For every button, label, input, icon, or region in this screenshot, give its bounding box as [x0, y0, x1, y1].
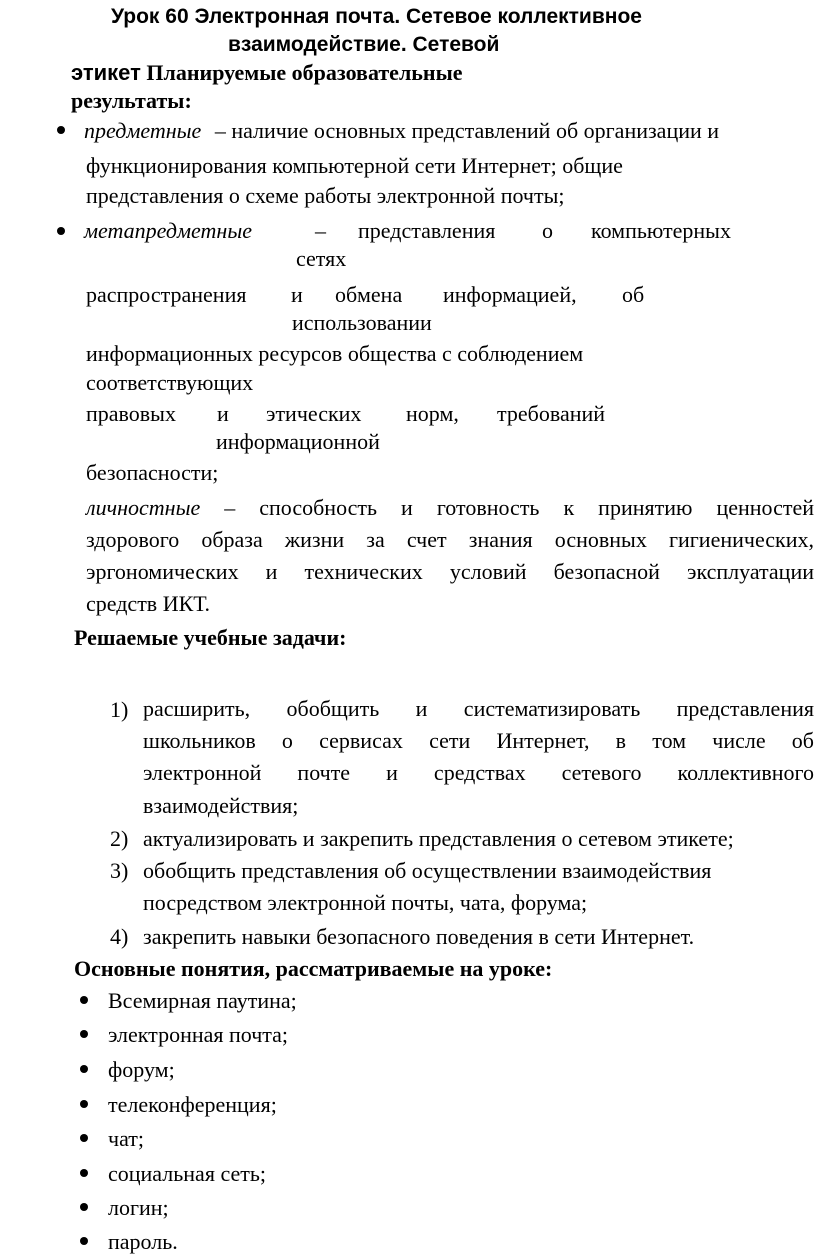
lesson-title-line-2: взаимодействие. Сетевой	[228, 33, 500, 56]
meta-results-line-2-word-1: распространения	[86, 282, 247, 307]
bullet-icon	[80, 1169, 88, 1177]
subject-results-dash: –	[214, 118, 226, 143]
personal-results-line-1	[86, 492, 814, 524]
personal-results-line-2: здорового образа жизни за счет знания основных гигиенических,	[86, 527, 814, 552]
bullet-icon	[80, 1065, 88, 1073]
task-number: 2)	[110, 826, 129, 851]
bullet-icon	[80, 1203, 88, 1211]
meta-results-line-3: информационных ресурсов общества с соблюдением	[86, 341, 584, 366]
task-4-line-1: закрепить навыки безопасного поведения в сети Интернет.	[143, 924, 695, 949]
concepts-heading: Основные понятия, рассматриваемые на уроке:	[74, 956, 553, 981]
meta-results-line-4-word-3: этических	[266, 401, 362, 426]
concept-item: чат;	[108, 1126, 144, 1151]
meta-results-word-3: компьютерных	[591, 218, 731, 243]
meta-results-line-4b: информационной	[216, 429, 380, 454]
meta-results-line-2-word-2: и	[291, 282, 303, 307]
meta-results-line-4-word-4: норм,	[406, 401, 459, 426]
subject-results-line-3: представления о схеме работы электронной почты;	[86, 183, 565, 208]
bullet-icon	[57, 126, 65, 134]
concept-item: форум;	[108, 1057, 175, 1082]
planned-results-heading-cont: результаты:	[71, 88, 192, 113]
tasks-heading: Решаемые учебные задачи:	[74, 625, 347, 650]
task-number: 3)	[110, 858, 129, 883]
task-1-line-3: электронной почте и средствах сетевого коллективного	[143, 760, 814, 785]
lesson-title-line-3	[71, 60, 463, 86]
subject-results-text-1: наличие основных представлений об организации и	[231, 118, 720, 143]
concept-item: Всемирная паутина;	[108, 988, 297, 1013]
meta-results-line-4-word-2: и	[217, 401, 229, 426]
meta-results-line-2b: использовании	[292, 310, 432, 335]
subject-results-line-2: функционирования компьютерной сети Интернет; общие	[86, 153, 623, 178]
planned-results-heading: Планируемые образовательные	[146, 60, 463, 85]
concept-item: пароль.	[108, 1229, 178, 1254]
bullet-icon	[80, 996, 88, 1004]
subject-results-line-1	[84, 118, 719, 144]
meta-results-line-4-word-5: требований	[497, 401, 606, 426]
bullet-icon	[80, 1030, 88, 1038]
task-1-line-4: взаимодействия;	[143, 793, 299, 818]
meta-results-line-1b: сетях	[296, 246, 347, 271]
bullet-icon	[57, 227, 65, 235]
meta-results-line-5: безопасности;	[86, 460, 219, 485]
meta-results-word-2: о	[542, 218, 553, 243]
personal-results-line-3: эргономических и технических условий безопасной эксплуатации	[86, 559, 814, 584]
personal-results-line-4: средств ИКТ.	[86, 591, 210, 616]
bullet-icon	[80, 1237, 88, 1245]
lesson-title-line-1: Урок 60 Электронная почта. Сетевое коллективное	[111, 5, 642, 28]
subject-results-term: предметные	[84, 118, 202, 143]
task-2-line-1: актуализировать и закрепить представления о сетевом этикете;	[143, 826, 734, 851]
task-1-line-2: школьников о сервисах сети Интернет, в том числе об	[143, 728, 814, 753]
meta-results-term: метапредметные	[84, 218, 252, 243]
concept-item: телеконференция;	[108, 1092, 277, 1117]
bullet-icon	[80, 1100, 88, 1108]
meta-results-line-3b: соответствующих	[86, 370, 254, 395]
meta-results-dash: –	[315, 218, 326, 243]
concept-item: электронная почта;	[108, 1022, 289, 1047]
personal-results-term: личностные	[86, 495, 201, 520]
meta-results-line-2-word-5: об	[622, 282, 645, 307]
task-1-line-1: расширить, обобщить и систематизировать представления	[143, 696, 814, 721]
meta-results-line-2-word-4: информацией,	[443, 282, 577, 307]
meta-results-word-1: представления	[358, 218, 496, 243]
task-number: 1)	[110, 697, 129, 722]
bullet-icon	[80, 1134, 88, 1142]
task-number: 4)	[110, 924, 129, 949]
meta-results-line-4-word-1: правовых	[86, 401, 176, 426]
task-3-line-1: обобщить представления об осуществлении взаимодействия	[143, 858, 712, 883]
title-etiquette-word: этикет	[71, 60, 141, 85]
concept-item: социальная сеть;	[108, 1161, 266, 1186]
meta-results-line-2-word-3: обмена	[335, 282, 403, 307]
personal-results-text-1: – способность и готовность к принятию ценностей	[224, 495, 814, 520]
concept-item: логин;	[108, 1195, 169, 1220]
task-3-line-2: посредством электронной почты, чата, форума;	[143, 890, 588, 915]
